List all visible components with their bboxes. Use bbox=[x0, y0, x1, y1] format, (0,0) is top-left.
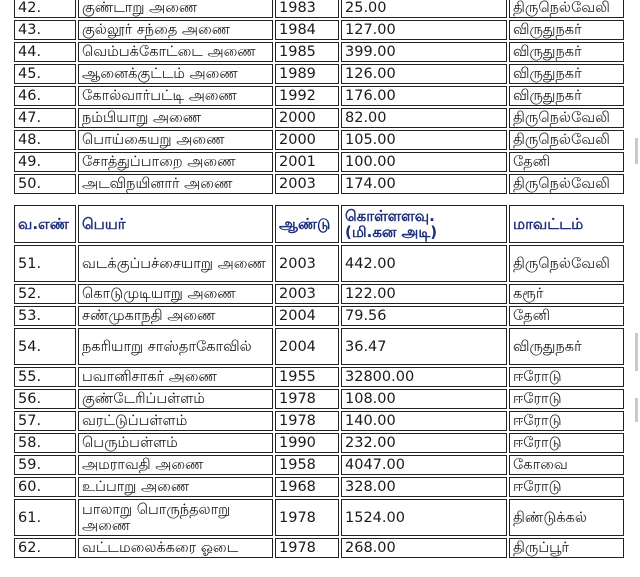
table-row bbox=[14, 328, 624, 365]
cell-no: 58. bbox=[14, 433, 76, 453]
table-row bbox=[14, 538, 624, 558]
scroll-edge-marker bbox=[635, 333, 638, 371]
table-row bbox=[14, 477, 624, 497]
table-row bbox=[14, 20, 624, 40]
cell-year: 1968 bbox=[275, 477, 339, 497]
cell-capacity: 140.00 bbox=[341, 411, 507, 431]
cell-name: சண்முகாநதி அணை bbox=[78, 306, 273, 326]
cell-year: 1978 bbox=[275, 538, 339, 558]
cell-capacity: 399.00 bbox=[341, 42, 507, 62]
cell-no: 44. bbox=[14, 42, 76, 62]
cell-year: 2004 bbox=[275, 306, 339, 326]
cell-name: நம்பியாறு அணை bbox=[78, 108, 273, 128]
cell-no: 49. bbox=[14, 152, 76, 172]
cell-no: 43. bbox=[14, 20, 76, 40]
cell-capacity: 127.00 bbox=[341, 20, 507, 40]
table-row bbox=[14, 152, 624, 172]
table-row bbox=[14, 306, 624, 326]
cell-year: 2003 bbox=[275, 284, 339, 304]
table-row bbox=[14, 86, 624, 106]
cell-capacity: 442.00 bbox=[341, 245, 507, 282]
cell-capacity: 1524.00 bbox=[341, 499, 507, 536]
cell-name: குல்லூர் சந்தை அணை bbox=[78, 20, 273, 40]
cell-capacity: 268.00 bbox=[341, 538, 507, 558]
cell-year: 1990 bbox=[275, 433, 339, 453]
table-header-row bbox=[14, 205, 624, 243]
cell-name: குண்டேரிப்பள்ளம் bbox=[78, 389, 273, 409]
cell-capacity: 108.00 bbox=[341, 389, 507, 409]
table-row bbox=[14, 108, 624, 128]
cell-district: ஈரோடு bbox=[509, 367, 624, 387]
cell-name: பெரும்பள்ளம் bbox=[78, 433, 273, 453]
cell-capacity: 36.47 bbox=[341, 328, 507, 365]
cell-capacity: 100.00 bbox=[341, 152, 507, 172]
cell-name: சோத்துப்பாறை அணை bbox=[78, 152, 273, 172]
header-capacity bbox=[341, 205, 507, 243]
cell-district: தேனி bbox=[509, 306, 624, 326]
cell-capacity: 176.00 bbox=[341, 86, 507, 106]
table-row bbox=[14, 284, 624, 304]
cell-district: ஈரோடு bbox=[509, 433, 624, 453]
cell-no: 55. bbox=[14, 367, 76, 387]
table-row bbox=[14, 64, 624, 84]
cell-no: 51. bbox=[14, 245, 76, 282]
cell-year: 2000 bbox=[275, 130, 339, 150]
table-row bbox=[14, 130, 624, 150]
cell-no: 47. bbox=[14, 108, 76, 128]
cell-year: 1983 bbox=[275, 0, 339, 18]
cell-district: திருநெல்வேலி bbox=[509, 174, 624, 194]
dam-table-bottom-body bbox=[14, 245, 624, 558]
cell-year: 1985 bbox=[275, 42, 339, 62]
dam-table-top bbox=[12, 0, 626, 196]
cell-year: 1958 bbox=[275, 455, 339, 475]
table-row bbox=[14, 245, 624, 282]
cell-name: பொய்கையறு அணை bbox=[78, 130, 273, 150]
cell-name: ஆனைக்குட்டம் அணை bbox=[78, 64, 273, 84]
cell-capacity: 79.56 bbox=[341, 306, 507, 326]
cell-district: ஈரோடு bbox=[509, 389, 624, 409]
cell-no: 45. bbox=[14, 64, 76, 84]
cell-district: திருநெல்வேலி bbox=[509, 245, 624, 282]
cell-year: 2004 bbox=[275, 328, 339, 365]
cell-capacity: 328.00 bbox=[341, 477, 507, 497]
cell-no: 48. bbox=[14, 130, 76, 150]
cell-year: 1989 bbox=[275, 64, 339, 84]
table-row bbox=[14, 433, 624, 453]
table-row bbox=[14, 389, 624, 409]
cell-district: திருப்பூர் bbox=[509, 538, 624, 558]
header-year: ஆண்டு bbox=[275, 205, 339, 243]
scroll-edge-marker bbox=[635, 398, 638, 422]
cell-no: 50. bbox=[14, 174, 76, 194]
cell-no: 57. bbox=[14, 411, 76, 431]
cell-district: கோவை bbox=[509, 455, 624, 475]
cell-name: கோல்வார்பட்டி அணை bbox=[78, 86, 273, 106]
cell-name: குண்டாறு அணை bbox=[78, 0, 273, 18]
cell-year: 1992 bbox=[275, 86, 339, 106]
cell-no: 54. bbox=[14, 328, 76, 365]
cell-no: 52. bbox=[14, 284, 76, 304]
cell-year: 1984 bbox=[275, 20, 339, 40]
cell-capacity: 4047.00 bbox=[341, 455, 507, 475]
cell-no: 42. bbox=[14, 0, 76, 18]
cell-year: 1955 bbox=[275, 367, 339, 387]
dam-table-bottom bbox=[12, 203, 626, 560]
cell-district: திருநெல்வேலி bbox=[509, 108, 624, 128]
cell-no: 53. bbox=[14, 306, 76, 326]
cell-year: 1978 bbox=[275, 389, 339, 409]
table-row bbox=[14, 455, 624, 475]
table-row bbox=[14, 0, 624, 18]
cell-district: விருதுநகர் bbox=[509, 328, 624, 365]
cell-no: 62. bbox=[14, 538, 76, 558]
cell-capacity: 126.00 bbox=[341, 64, 507, 84]
cell-name: வெம்பக்கோட்டை அணை bbox=[78, 42, 273, 62]
cell-no: 60. bbox=[14, 477, 76, 497]
cell-name: வடக்குப்பச்சையாறு அணை bbox=[78, 245, 273, 282]
cell-name: பாலாறு பொருந்தலாறு அணை bbox=[78, 499, 273, 536]
cell-no: 46. bbox=[14, 86, 76, 106]
cell-district: ஈரோடு bbox=[509, 477, 624, 497]
cell-district: திண்டுக்கல் bbox=[509, 499, 624, 536]
cell-name: உப்பாறு அணை bbox=[78, 477, 273, 497]
cell-year: 2000 bbox=[275, 108, 339, 128]
cell-district: திருநெல்வேலி bbox=[509, 130, 624, 150]
cell-year: 1978 bbox=[275, 499, 339, 536]
table-row bbox=[14, 174, 624, 194]
cell-district: விருதுநகர் bbox=[509, 64, 624, 84]
cell-district: கரூர் bbox=[509, 284, 624, 304]
table-row bbox=[14, 367, 624, 387]
cell-capacity: 25.00 bbox=[341, 0, 507, 18]
cell-capacity: 174.00 bbox=[341, 174, 507, 194]
cell-district: விருதுநகர் bbox=[509, 20, 624, 40]
cell-year: 1978 bbox=[275, 411, 339, 431]
cell-district: விருதுநகர் bbox=[509, 86, 624, 106]
cell-no: 59. bbox=[14, 455, 76, 475]
cell-no: 56. bbox=[14, 389, 76, 409]
header-serial-number: வ.எண் bbox=[14, 205, 76, 243]
dam-table-top-body bbox=[14, 0, 624, 194]
cell-capacity: 232.00 bbox=[341, 433, 507, 453]
cell-no: 61. bbox=[14, 499, 76, 536]
header-capacity-line2: (மி.கன அடி) bbox=[345, 223, 438, 241]
header-district: மாவட்டம் bbox=[509, 205, 624, 243]
cell-district: விருதுநகர் bbox=[509, 42, 624, 62]
cell-name: கொடுமுடியாறு அணை bbox=[78, 284, 273, 304]
cell-capacity: 122.00 bbox=[341, 284, 507, 304]
cell-name: வட்டமலைக்கரை ஓடை bbox=[78, 538, 273, 558]
cell-capacity: 105.00 bbox=[341, 130, 507, 150]
cell-name: வரட்டுப்பள்ளம் bbox=[78, 411, 273, 431]
cell-capacity: 82.00 bbox=[341, 108, 507, 128]
cell-capacity: 32800.00 bbox=[341, 367, 507, 387]
cell-year: 2003 bbox=[275, 245, 339, 282]
cell-name: நகரியாறு சாஸ்தாகோவில் bbox=[78, 328, 273, 365]
cell-name: பவானிசாகர் அணை bbox=[78, 367, 273, 387]
header-dam-name: பெயர் bbox=[78, 205, 273, 243]
table-row bbox=[14, 499, 624, 536]
scroll-edge-marker bbox=[635, 138, 638, 164]
cell-district: ஈரோடு bbox=[509, 411, 624, 431]
cell-name: அடவிநயினார் அணை bbox=[78, 174, 273, 194]
table-row bbox=[14, 42, 624, 62]
cell-year: 2003 bbox=[275, 174, 339, 194]
cell-year: 2001 bbox=[275, 152, 339, 172]
table-row bbox=[14, 411, 624, 431]
header-capacity-line1: கொள்ளளவு. bbox=[345, 207, 435, 225]
cell-district: தேனி bbox=[509, 152, 624, 172]
cell-district: திருநெல்வேலி bbox=[509, 0, 624, 18]
cell-name: அமராவதி அணை bbox=[78, 455, 273, 475]
